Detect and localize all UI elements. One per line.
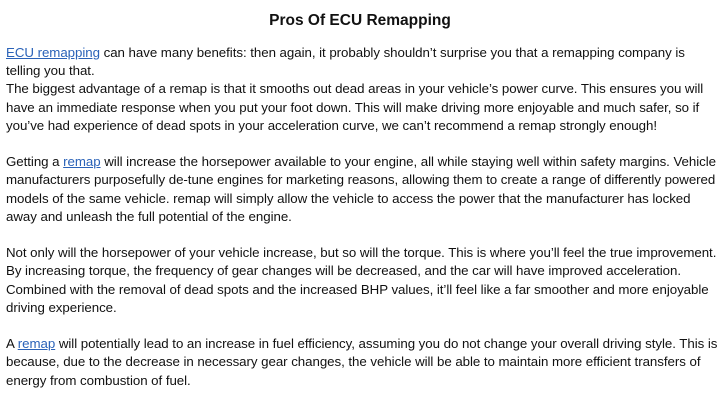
remap-link-fuel[interactable]: remap (17, 336, 56, 352)
paragraph-fuel-efficiency (6, 335, 718, 390)
paragraph-fuel-text: will potentially lead to an increase in fuel efficiency, assuming you do not change your overall driving style. This is because, due to the decrease in necessary gear changes, the vehicle will be able to maintain more efficient transfers of energy from combustion of fuel. (6, 336, 718, 388)
paragraph-torque: Not only will the horsepower of your vehicle increase, but so will the torque. This is where you’ll feel the true improvement. By increasing torque, the frequency of gear changes will be decreased, and the car will have improved acceleration. Combined with the removal of dead spots and the increased BHP values, it’ll feel like a far smoother and more enjoyable driving experience. (6, 245, 717, 315)
paragraph-horsepower (6, 153, 718, 226)
article-body (6, 44, 718, 390)
paragraph-advantage: The biggest advantage of a remap is that it smooths out dead areas in your vehicle’s power curve. This ensures you will have an immediate response when you put your foot down. This will make driving more enjoyable and much safer, so if you’ve had experience of dead spots in your acceleration curve, we can’t recommend a remap strongly enough! (6, 81, 704, 133)
paragraph-gap (6, 135, 718, 153)
paragraph-gap (6, 226, 718, 244)
paragraph-fuel-lead: A (6, 336, 18, 352)
page-title: Pros Of ECU Remapping (269, 12, 451, 29)
paragraph-gap (6, 317, 718, 335)
paragraph-horsepower-text: will increase the horsepower available to your engine, all while staying well within safety margins. Vehicle manufacturers purposefully de-tune engines for marketing reasons, allowing them to create a range of differently powered models of the same vehicle. remap will simply allow the vehicle to access the power that the manufacturer has locked away and unleash the full potential of the engine. (6, 154, 716, 224)
paragraph-intro-text: can have many benefits: then again, it probably shouldn’t surprise you that a remapping company is telling you that. (6, 45, 685, 79)
paragraph-intro (6, 44, 718, 80)
paragraph-horsepower-lead: Getting a (6, 154, 64, 170)
ecu-remapping-link[interactable]: ECU remapping (6, 45, 100, 60)
remap-link[interactable]: remap (63, 154, 101, 170)
